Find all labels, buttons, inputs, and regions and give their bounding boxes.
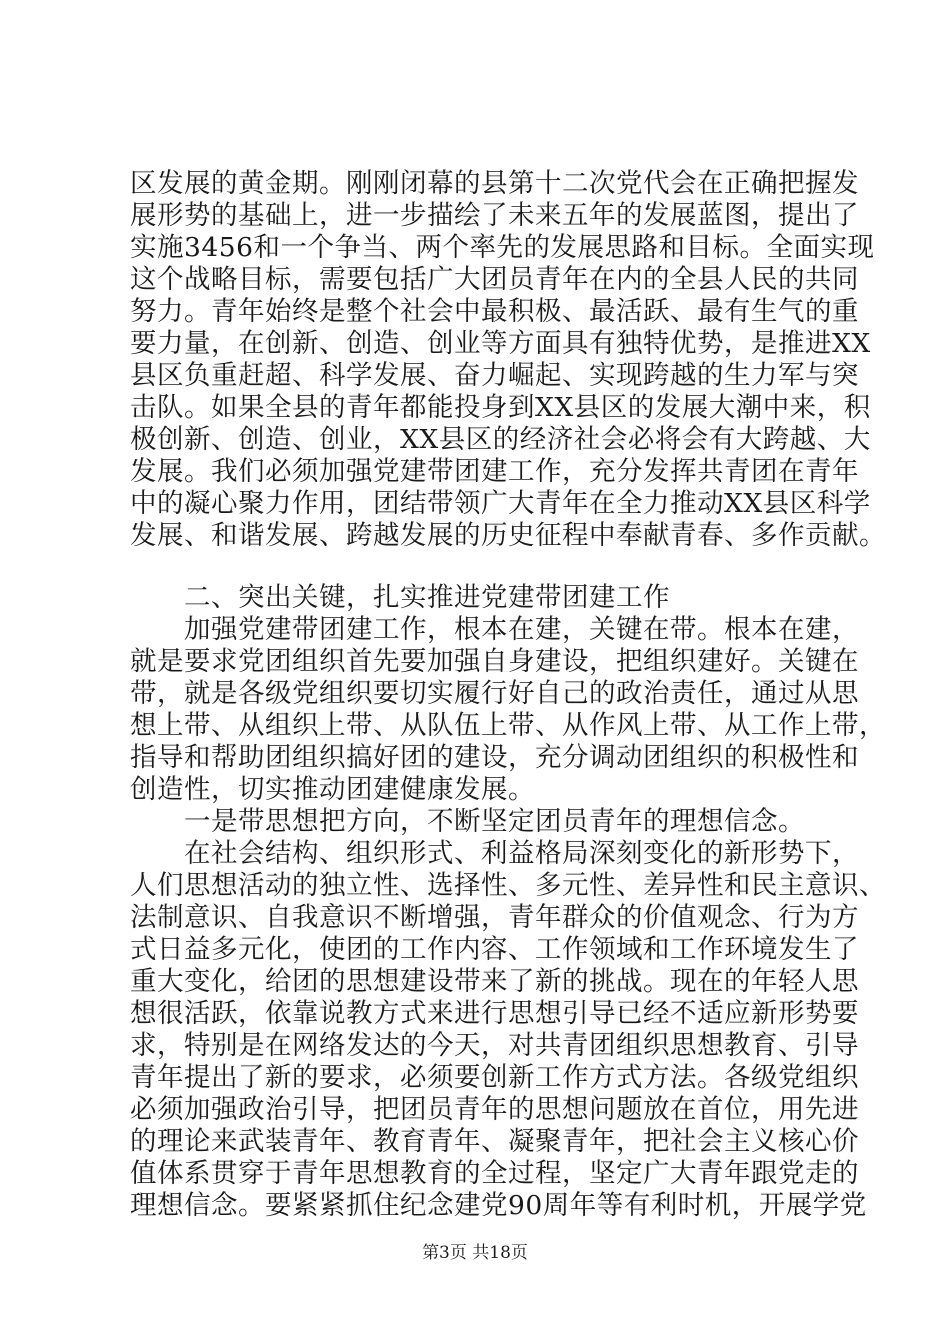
document-body bbox=[130, 168, 886, 1222]
text-line: 极创新、创造、创业，XX县区的经济社会必将会有大跨越、大 bbox=[130, 424, 871, 455]
text-line: 重大变化，给团的思想建设带来了新的挑战。现在的年轻人思 bbox=[130, 966, 859, 997]
text-line: 法制意识、自我意识不断增强，青年群众的价值观念、行为方 bbox=[130, 902, 859, 933]
text-line: 加强党建带团建工作，根本在建，关键在带。根本在建， bbox=[130, 614, 859, 645]
paragraph-gap bbox=[130, 552, 820, 582]
text-line: 这个战略目标，需要包括广大团员青年在内的全县人民的共同 bbox=[130, 264, 859, 295]
paragraph-1 bbox=[130, 168, 886, 552]
text-line: 努力。青年始终是整个社会中最积极、最活跃、最有生气的重 bbox=[130, 296, 859, 327]
text-line: 在社会结构、组织形式、利益格局深刻变化的新形势下， bbox=[130, 838, 859, 869]
text-line: 发展、和谐发展、跨越发展的历史征程中奉献青春、多作贡献。 bbox=[130, 520, 886, 551]
text-line: 人们思想活动的独立性、选择性、多元性、差异性和民主意识、 bbox=[130, 870, 886, 901]
text-line: 值体系贯穿于青年思想教育的全过程，坚定广大青年跟党走的 bbox=[130, 1158, 859, 1189]
text-line: 击队。如果全县的青年都能投身到XX县区的发展大潮中来，积 bbox=[130, 392, 871, 423]
text-line: 想上带、从组织上带、从队伍上带、从作风上带、从工作上带， bbox=[130, 710, 886, 741]
text-line: 要力量，在创新、创造、创业等方面具有独特优势，是推进XX bbox=[130, 328, 871, 359]
section-heading: 二、突出关键，扎实推进党建带团建工作 bbox=[130, 582, 670, 613]
text-line: 想很活跃，依靠说教方式来进行思想引导已经不适应新形势要 bbox=[130, 998, 859, 1029]
text-line: 县区负重赶超、科学发展、奋力崛起、实现跨越的生力军与突 bbox=[130, 360, 859, 391]
text-line: 创造性，切实推动团建健康发展。 bbox=[130, 774, 535, 805]
text-line: 实施3456和一个争当、两个率先的发展思路和目标。全面实现 bbox=[130, 232, 875, 263]
text-line: 的理论来武装青年、教育青年、凝聚青年，把社会主义核心价 bbox=[130, 1126, 859, 1157]
text-line: 带，就是各级党组织要切实履行好自己的政治责任，通过从思 bbox=[130, 678, 859, 709]
paragraph-3 bbox=[130, 838, 886, 1222]
text-line: 就是要求党团组织首先要加强自身建设，把组织建好。关键在 bbox=[130, 646, 859, 677]
page-number-footer: 第3页 共18页 bbox=[422, 1243, 528, 1263]
paragraph-2 bbox=[130, 614, 886, 806]
text-line: 中的凝心聚力作用，团结带领广大青年在全力推动XX县区科学 bbox=[130, 488, 871, 519]
text-line: 式日益多元化，使团的工作内容、工作领域和工作环境发生了 bbox=[130, 934, 859, 965]
text-line: 必须加强政治引导，把团员青年的思想问题放在首位，用先进 bbox=[130, 1094, 859, 1125]
text-line: 求，特别是在网络发达的今天，对共青团组织思想教育、引导 bbox=[130, 1030, 859, 1061]
text-line: 指导和帮助团组织搞好团的建设，充分调动团组织的积极性和 bbox=[130, 742, 859, 773]
text-line: 区发展的黄金期。刚刚闭幕的县第十二次党代会在正确把握发 bbox=[130, 168, 859, 199]
text-line: 青年提出了新的要求，必须要创新工作方式方法。各级党组织 bbox=[130, 1062, 859, 1093]
text-line: 展形势的基础上，进一步描绘了未来五年的发展蓝图，提出了 bbox=[130, 200, 859, 231]
text-line: 理想信念。要紧紧抓住纪念建党90周年等有利时机，开展学党 bbox=[130, 1190, 867, 1221]
text-line: 发展。我们必须加强党建带团建工作，充分发挥共青团在青年 bbox=[130, 456, 859, 487]
subsection-heading: 一是带思想把方向，不断坚定团员青年的理想信念。 bbox=[130, 806, 805, 837]
